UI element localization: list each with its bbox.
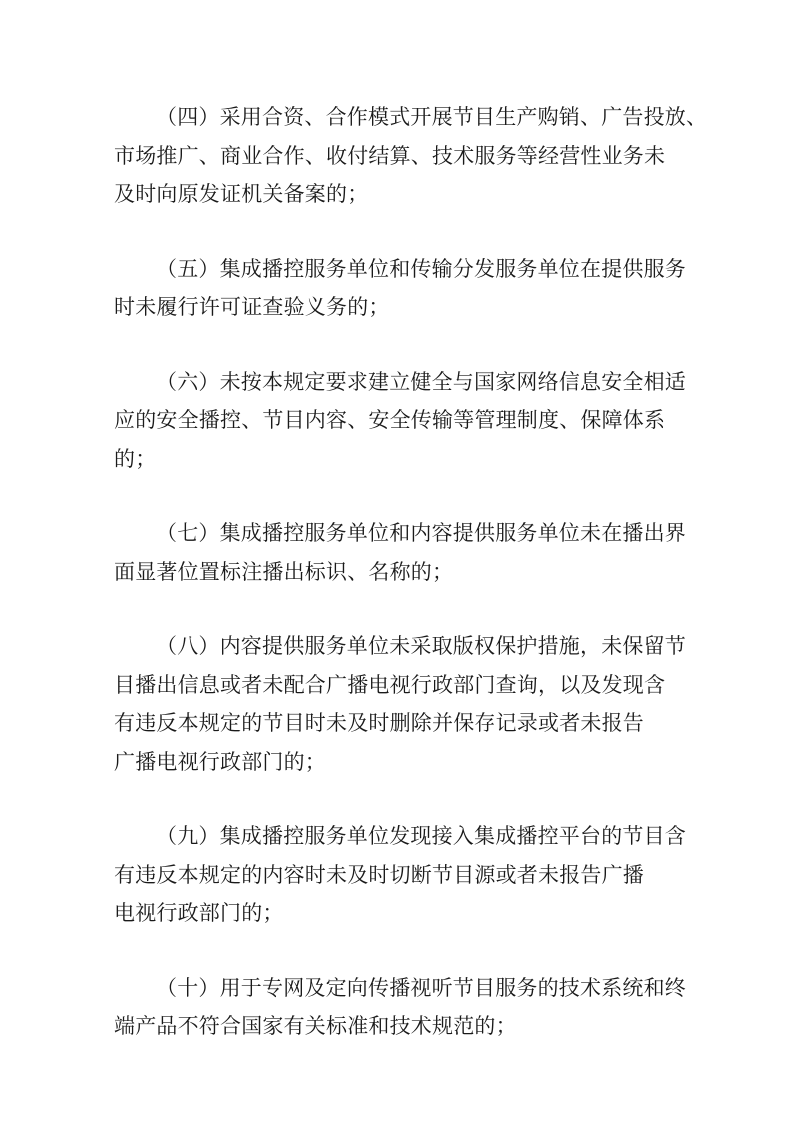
paragraph-item-10 xyxy=(114,969,684,1046)
paragraph-line: （八）内容提供服务单位未采取版权保护措施，未保留节 xyxy=(156,634,686,658)
paragraph-line: 的； xyxy=(114,446,157,471)
paragraph-line: （六）未按本规定要求建立健全与国家网络信息安全相适 xyxy=(156,369,686,394)
paragraph-item-9 xyxy=(114,817,684,933)
paragraph-item-4 xyxy=(114,98,708,214)
paragraph-line: 广播电视行政部门的； xyxy=(114,749,326,774)
paragraph-line: 面显著位置标注播出标识、名称的； xyxy=(114,559,454,584)
paragraph-item-8 xyxy=(114,627,684,781)
paragraph-item-6 xyxy=(114,363,684,479)
paragraph-line: 应的安全播控、节目内容、安全传输等管理制度、保障体系 xyxy=(114,408,666,432)
paragraph-line: （七）集成播控服务单位和内容提供服务单位未在播出界 xyxy=(156,521,686,545)
paragraph-line: 电视行政部门的； xyxy=(114,901,284,925)
paragraph-line: 市场推广、商业合作、收付结算、技术服务等经营性业务未 xyxy=(114,143,666,168)
paragraph-line: （五）集成播控服务单位和传输分发服务单位在提供服务 xyxy=(156,256,686,281)
paragraph-item-7 xyxy=(114,514,684,591)
paragraph-line: 端产品不符合国家有关标准和技术规范的； xyxy=(114,1014,517,1038)
paragraph-line: 有违反本规定的内容时未及时切断节目源或者未报告广播 xyxy=(114,862,644,887)
paragraph-line: （十）用于专网及定向传播视听节目服务的技术系统和终 xyxy=(156,975,686,1000)
document-body xyxy=(114,98,708,1082)
paragraph-line: 目播出信息或者未配合广播电视行政部门查询，以及发现含 xyxy=(114,672,666,697)
paragraph-line: 时未履行许可证查验义务的； xyxy=(114,295,390,319)
paragraph-line: （九）集成播控服务单位发现接入集成播控平台的节目含 xyxy=(156,824,686,848)
paragraph-line: 及时向原发证机关备案的； xyxy=(114,182,369,206)
paragraph-line: 有违反本规定的节目时未及时删除并保存记录或者未报告 xyxy=(114,711,644,735)
paragraph-line: （四）采用合资、合作模式开展节目生产购销、广告投放、 xyxy=(156,105,708,129)
paragraph-item-5 xyxy=(114,250,684,327)
